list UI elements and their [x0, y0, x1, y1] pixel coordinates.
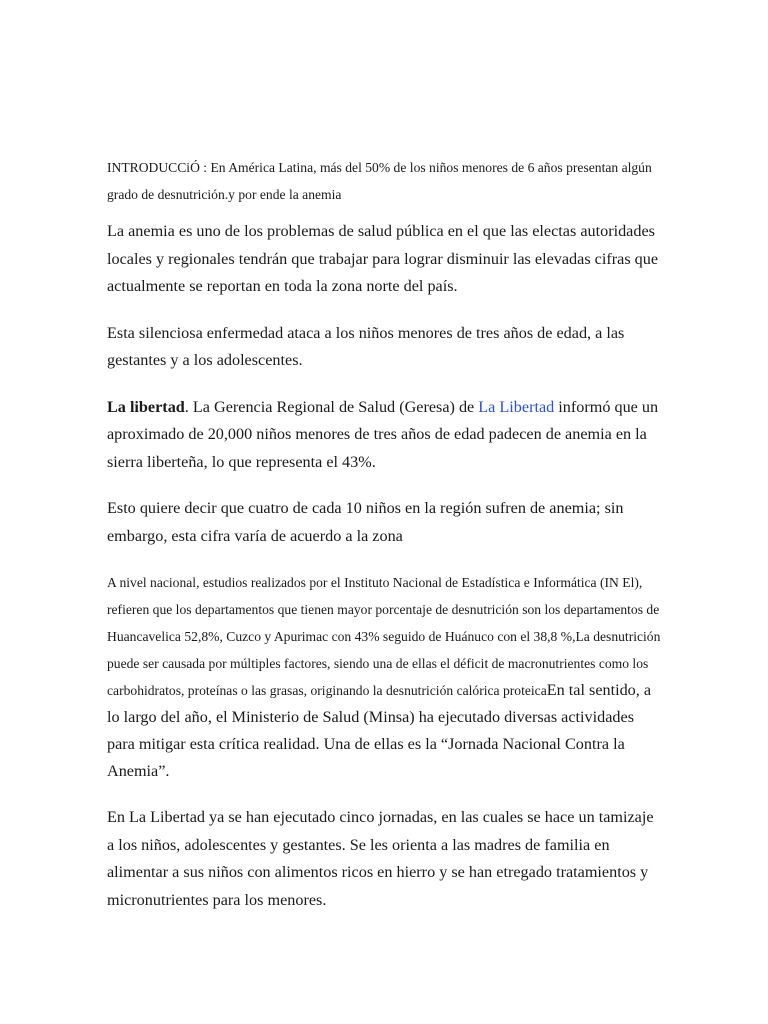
statistics-text: informó que un aproximado de 20,000 niños menores de tres años de edad padecen de anemia en la sierra liberteña, lo que representa el 43%. — [107, 397, 659, 471]
minsa-text: En tal sentido, a lo largo del año, el Ministerio de Salud (Minsa) ha ejecutado diversas actividades para mitigar esta crítica realidad. Una de ellas es la “Jornada Nacional Contra la Anemia”. — [107, 681, 652, 780]
paragraph-jornadas: En La Libertad ya se han ejecutado cinco jornadas, en las cuales se hace un tamizaje a los niños, adolescentes y gestantes. Se les orienta a las madres de familia en alimentar a sus niños con alimentos ricos en hierro y se han etregado tratamientos y micronutrientes para los menores. — [107, 808, 654, 909]
paragraph-la-libertad — [107, 394, 663, 477]
intro-paragraph — [107, 154, 663, 208]
region-label: La libertad — [107, 397, 185, 416]
la-libertad-link[interactable]: La Libertad — [478, 397, 555, 416]
paragraph-national-level — [107, 569, 663, 785]
paragraph-anemia-problem: La anemia es uno de los problemas de salud pública en el que las electas autoridades locales y regionales tendrán que trabajar para lograr disminuir las elevadas cifras que actualmente se reportan en toda la zona norte del país. — [107, 222, 659, 295]
intro-text: : En América Latina, más del 50% de los niños menores de 6 años presentan algún grado de desnutrición.y por ende la anemia — [107, 160, 652, 202]
national-statistics-text: A nivel nacional, estudios realizados por el Instituto Nacional de Estadística e Informática (IN El), refieren que los departamentos que tienen mayor porcentaje de desnutrición son los departamentos de Huancavelica 52,8%, Cuzco y Apurimac con 43% seguido de Huánuco con el 38,8 %,La desnutrición puede ser causada por múltiples factores, siendo una de ellas el déficit de macronutrientes como los carbohidratos, proteínas o las grasas, originando la desnutrición calórica proteica — [107, 575, 661, 698]
document-body — [107, 154, 663, 933]
geresa-text: . La Gerencia Regional de Salud (Geresa) de — [184, 397, 479, 416]
paragraph-silent-disease: Esta silenciosa enfermedad ataca a los niños menores de tres años de edad, a las gestantes y a los adolescentes. — [107, 323, 625, 369]
intro-heading: INTRODUCCiÓ — [107, 160, 200, 175]
paragraph-four-of-ten: Esto quiere decir que cuatro de cada 10 niños en la región sufren de anemia; sin embargo, esta cifra varía de acuerdo a la zona — [107, 499, 624, 545]
